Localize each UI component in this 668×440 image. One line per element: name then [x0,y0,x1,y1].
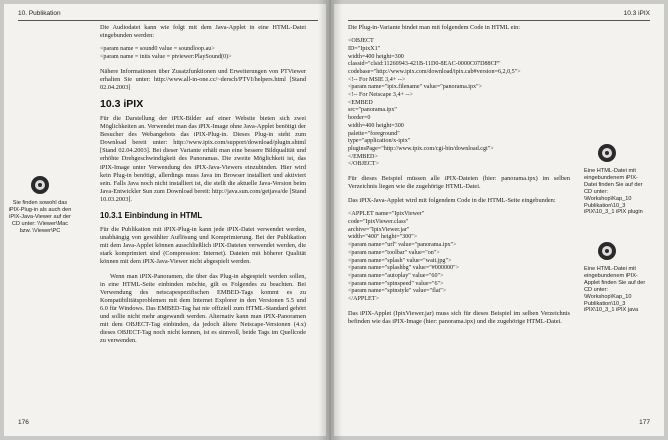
right-paragraph-1: Für dieses Beispiel müssen alle iPIX-Dateien (hier: panorama.ipx) im selben Verzeichnis liegen wie die zugehörige HTML-Datei. [348,175,570,191]
code-line: <!-- For MSIE 3,4+ --> [348,76,406,83]
code-line: </OBJECT> [348,161,379,168]
code-line: classid="clsid:11260943-421B-11D0-8EAC-0000C07D88CF" [348,61,501,68]
right-paragraph-3: Das iPIX-Applet (IpixViewer.jar) muss sich für dieses Beispiel im selben Verzeichnis befinden wie das iPIX-Image (hier: panorama.ipx) und die zugehörige HTML-Datei. [348,309,570,325]
code-line: <APPLET name="IpixViewer" [348,211,425,218]
right-margin-note-1-text: Eine HTML-Datei mit eingebundenem iPIX-Datei finden Sie auf der CD unter: \Workshop\Kap_10 Publikation\10_3 iPIX\10_3_1 iPIX plugin [584,168,643,216]
left-paragraph-1: Für die Darstellung der iPIX-Bilder auf einer Website bieten sich zwei Möglichkeiten an. Verwendet man das iPIX-Image ohne Java-Applet benötigt der Besucher des Webangebots das iPIX-Plug-in. Dieses Plug-in steht zum Download bereit unter: http://www.ipix.com/support/download/plugin.shtml [Stand 02.04.2003]. Bei dieser Variante erhält man eine bessere Bildqualität und erhöhte Drehgeschwindigkeit des Panoramas. Die zweite Möglichkeit ist, das iPIX-Image unter Verwendung des iPIX-Java-Viewers einzubinden. Hier wird kein Plug-in benötigt, allerdings muss Java im Browser installiert und aktiviert sein. Falls Java noch nicht installiert ist, die stellt die aktuelle Java-Version beim Java-Entwickler Sun zum Download bereit: http://java.sun.com/getjava/de [Stand 10.03.2003]. [100,114,306,203]
code-line: archive="IpixViewer.jar" [348,226,410,233]
left-header-rule [18,20,318,21]
code-line: <OBJECT [348,38,374,45]
code-line: codebase="http://www.ipix.com/download/ipix.cab#version=6,2,0,5"> [348,68,521,75]
code-line: <param name="spinspeed" value="6"> [348,280,444,287]
right-page [334,4,664,436]
code-line: border=0 [348,115,371,122]
left-code-line-2: <param name = inits value = ptviewer:PlaySound(0)> [100,53,232,60]
left-info: Nähere Informationen über Zusatzfunktionen und Erweiterungen von PTViewer erhalten Sie unter: http://www.all-in-one.cc/~dersch/PTVI/helpers.html [Stand 02.04.2003] [100,67,306,91]
left-body [100,24,306,345]
code-line: <param name="spinstyle" value="flat"> [348,288,447,295]
left-folio: 176 [18,419,29,426]
right-margin-note-2 [584,242,648,314]
code-line: pluginsPage="http://www.ipix.com/cgi-bin/download.cgi"> [348,145,494,152]
code-line: width="400" height="300"> [348,234,418,241]
code-line: <EMBED [348,99,373,106]
code-line: <param name="splash" value="wait.jpg"> [348,257,452,264]
left-running-head: 10. Publikation [18,10,61,17]
right-margin-note-2-text: Eine HTML-Datei mit eingebundenem iPIX-Applet finden Sie auf der CD unter: \Workshop\Kap_10 Publikation\10_3 iPIX\10_3_1 iPIX java [584,266,646,314]
left-code-line-1: <param name = sound0 value = soundloop.au> [100,46,215,53]
book-gutter-shadow [318,0,342,440]
right-code-block-applet [348,211,570,303]
cd-icon [31,176,49,194]
left-paragraph-3: Wenn man iPIX-Panoramen, die über das Plug-in abgespielt werden sollen, in eine HTML-Seite einbinden möchte, gilt es Folgendes zu beachten. Bei Verwendung des netscapespezifischen EMBED-Tags kommt es zu Kompatibilitätsproblemen mit dem Internet Explorer in den Versionen 5.5 und 6.0 für Windows. Das EMBED-Tag hat nie offiziell zum HTML-Standard gehört und sollte nicht mehr angewandt werden. Alternativ kann man iPIX-Panoramen mit dem OBJECT-Tag einbinden, da jedoch ältere Netscape-Versionen (4.x) dieses OBJECT-Tag noch nicht kennen, ist es sinnvoll, beide Tags im Quellcode zu verwenden. [100,272,306,345]
code-line: code="IpixViewer.class" [348,219,409,226]
code-line: <param name="ipix.filename" value="panorama.ipx"> [348,84,483,91]
section-heading: 10.3 iPIX [100,97,144,110]
code-line: <param name="url" value="panorama.ipx"> [348,242,457,249]
code-line: type="application/x-ipix" [348,138,411,145]
left-intro: Die Audiodatei kann wie folgt mit dem Java-Applet in eine HTML-Datei eingebunden werden: [100,24,306,40]
code-line: </EMBED> [348,153,378,160]
code-line: </APPLET> [348,296,379,303]
code-line: <param name="autoplay" value="60"> [348,272,444,279]
code-line: palette="foreground" [348,130,400,137]
code-line: <!-- For Netscape 3,4+ --> [348,92,413,99]
right-paragraph-2: Das iPIX-Java-Applet wird mit folgendem Code in die HTML-Seite eingebunden: [348,197,556,205]
left-paragraph-2: Für die Publikation mit iPIX-Plug-in kann jede iPIX-Datei verwendet werden, unabhängig von gewählter Auflösung und Komprimierung. Bei der Publikation mit dem Java-Applet können ausschließlich iPIX-Dateien verwendet werden, die stark komprimiert sind (Compression: Internet). Dateien mit höherer Qualität können mit dem iPIX-Java-Viewer nicht abgespielt werden. [100,226,306,266]
left-margin-note [8,176,72,235]
code-line: src="panorama.ipx" [348,107,397,114]
code-line: ID="IpixX1" [348,45,381,52]
cd-icon [598,144,616,162]
code-line: width=400 height=300 [348,122,404,129]
code-line: <param name="toolbar" value="on"> [348,249,440,256]
code-line: <param name="splashbg" value="#000000"> [348,265,460,272]
right-body [348,24,570,332]
cd-icon [598,242,616,260]
left-margin-note-text: Sie finden sowohl das iPIX-Plug-in als auch den iPIX-Java-Viewer auf der CD unter: \Viewer\Mac bzw. \Viewer\PC [8,200,72,234]
right-margin-note-1 [584,144,648,216]
right-folio: 177 [639,419,650,426]
right-code-block-object [348,38,570,169]
left-page [4,4,326,436]
right-running-head: 10.3 iPIX [623,10,650,17]
subsection-heading: 10.3.1 Einbindung in HTML [100,211,203,220]
right-intro: Die Plug-in-Variante bindet man mit folgendem Code in HTML ein: [348,24,521,31]
code-line: width=400 height=300 [348,53,404,60]
right-header-rule [348,20,650,21]
